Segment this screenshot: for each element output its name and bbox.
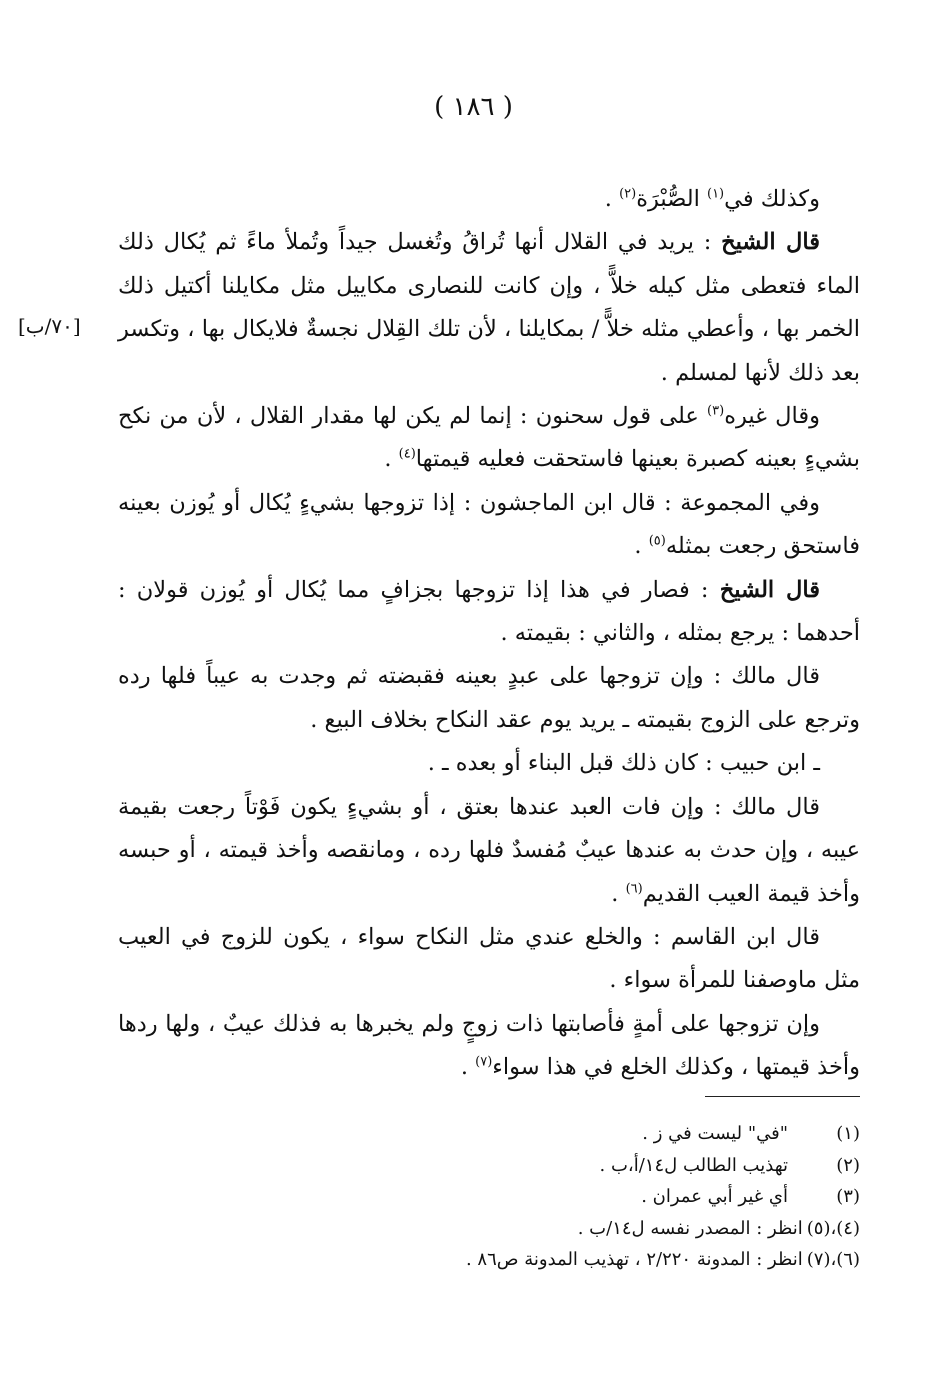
paragraph-text: : يريد في القلال أنها تُراقُ وتُغسل جيداً وتُملأ ماءً ثم يُكال ذلك الماء فتعطى مثل كيله خلاًّ ، وإن كانت للنصارى مكاييل مثل مكايلنا أكتيل ذلك الخمر بها ، وأعطي مثله خلاًّ / بمكايلنا ، لأن تلك القِلال نجسةٌ فلايكال بها ، وتكسر بعد ذلك لأنها لمسلم . xyxy=(118,229,860,386)
footnote-number: (٢) xyxy=(836,1154,860,1176)
footnote-1 xyxy=(118,1118,860,1150)
footnote-4 xyxy=(118,1213,860,1245)
footnote-5 xyxy=(118,1244,860,1276)
footnote-number: (٤)،(٥) xyxy=(806,1217,860,1239)
footnote-text: انظر : المصدر نفسه ل١٤/ب . xyxy=(577,1217,803,1239)
footnote-marker: (٧) xyxy=(475,1054,493,1070)
paragraph-text: وإن تزوجها على أمةٍ فأصابتها ذات زوجٍ ولم يخبرها به فذلك عيبٌ ، ولها ردها وأخذ قيمتها ، وكذلك الخلع في هذا سواء xyxy=(118,1010,860,1081)
footnote-text: أي غير أبي عمران . xyxy=(641,1186,788,1207)
paragraph-text: قال مالك : وإن فات العبد عندها بعتق ، أو بشيءٍ يكون فَوْتاً رجعت بقيمة عيبه ، وإن حدث به عندها عيبٌ مُفسدٌ فلها رده ، ومانقصه وأخذ قيمته ، أو حبسه وأخذ قيمة العيب القديم xyxy=(118,793,860,907)
paragraph-text: وفي المجموعة : قال ابن الماجشون : إذا تزوجها بشيءٍ يُكال أو يُوزن بعينه فاستحق رجعت بمثله xyxy=(118,489,860,560)
paragraph-text: قال ابن القاسم : والخلع عندي مثل النكاح سواء ، يكون للزوج في العيب مثل ماوصفنا للمرأة سواء . xyxy=(118,923,860,994)
paragraph-lead: قال الشيخ xyxy=(721,229,820,256)
paragraph-6 xyxy=(118,655,860,742)
paragraph-8 xyxy=(118,786,860,916)
paragraph-text: قال مالك : وإن تزوجها على عبدٍ بعينه فقبضته ثم وجدت به عيباً فلها رده وترجع على الزوج بقيمته ـ يريد يوم عقد النكاح بخلاف البيع . xyxy=(118,663,860,733)
paragraph-9 xyxy=(118,916,860,1003)
paragraph-text: . xyxy=(384,446,399,473)
paragraph-lead: قال الشيخ xyxy=(719,576,820,603)
footnote-2 xyxy=(118,1150,860,1182)
footnote-number: (١) xyxy=(836,1123,860,1144)
paragraph-text: ـ ابن حبيب : كان ذلك قبل البناء أو بعده ـ . xyxy=(427,750,820,777)
footnote-marker: (٤) xyxy=(398,446,416,462)
footnote-divider xyxy=(705,1096,860,1097)
footnote-text: انظر : المدونة ٢/٢٢٠ ، تهذيب المدونة ص٨٦ . xyxy=(465,1249,803,1270)
footnote-marker: (٢) xyxy=(619,186,637,202)
page-number: ( ١٨٦ ) xyxy=(434,92,513,122)
footnote-number: (٦)،(٧) xyxy=(806,1249,860,1270)
paragraph-1 xyxy=(118,178,860,221)
margin-reference: [٧٠/ب] xyxy=(18,314,81,338)
paragraph-5 xyxy=(118,569,860,656)
paragraph-4 xyxy=(118,482,860,569)
footnote-3 xyxy=(118,1181,860,1213)
paragraph-2 xyxy=(118,221,860,395)
paragraph-text: على قول سحنون : إنما لم يكن لها مقدار القلال ، لأن من نكح بشيءٍ بعينه كصبرة بعينها فاستحقت فعليه قيمتها xyxy=(118,403,860,473)
footnote-text: "في" ليست في ز . xyxy=(642,1123,788,1144)
paragraph-text: الصُّبْرَة xyxy=(636,186,707,212)
paragraph-text: وكذلك في xyxy=(724,186,820,212)
paragraph-3 xyxy=(118,395,860,482)
paragraph-text: . xyxy=(604,186,620,212)
footnote-number: (٣) xyxy=(836,1186,860,1207)
paragraph-text: . xyxy=(460,1054,476,1081)
body-text xyxy=(118,178,860,1090)
footnotes xyxy=(118,1118,860,1276)
paragraph-7 xyxy=(118,742,860,785)
paragraph-10 xyxy=(118,1003,860,1090)
footnote-text: تهذيب الطالب ل١٤/أ،ب . xyxy=(599,1154,788,1176)
footnote-marker: (٥) xyxy=(648,533,666,549)
footnote-marker: (٣) xyxy=(707,403,725,419)
paragraph-text: . xyxy=(611,880,626,907)
paragraph-text: وقال غيره xyxy=(724,403,820,430)
footnote-marker: (٦) xyxy=(625,881,643,896)
paragraph-text: : فصار في هذا إذا تزوجها بجزافٍ مما يُكال أو يُوزن قولان : أحدهما : يرجع بمثله ، والثاني : بقيمته . xyxy=(118,576,860,647)
footnote-marker: (١) xyxy=(706,186,725,202)
paragraph-text: . xyxy=(634,533,649,560)
